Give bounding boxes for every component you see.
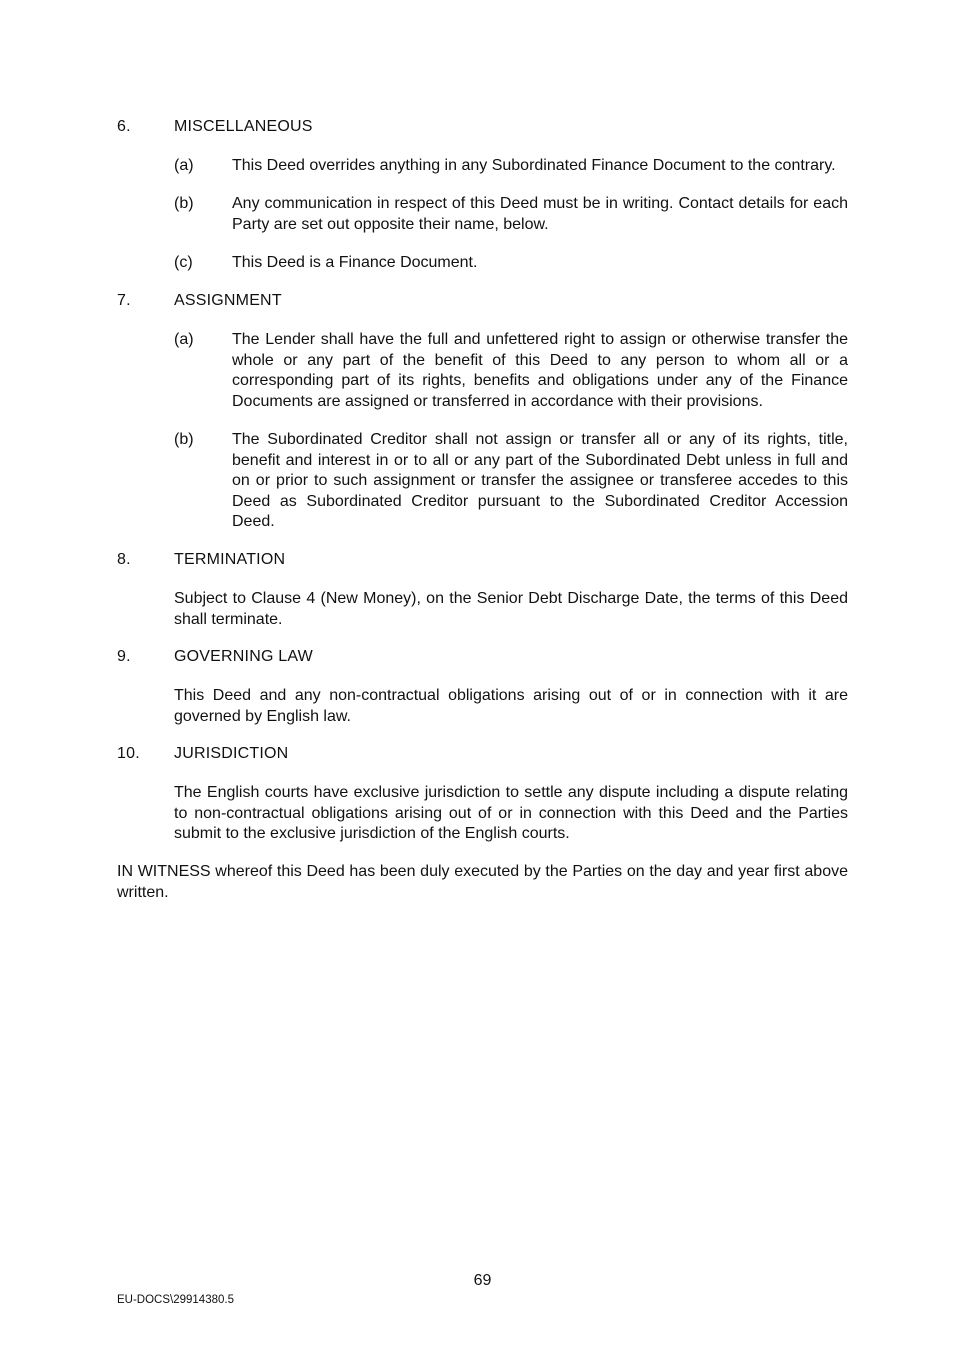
section-number: 8. [117, 551, 131, 568]
clause-marker: (b) [174, 431, 194, 448]
section-heading-10 [117, 743, 857, 765]
clause-marker: (b) [174, 195, 194, 212]
section-9-body: This Deed and any non-contractual obligations arising out of or in connection with it are governed by English law. [174, 687, 848, 725]
section-title: GOVERNING LAW [174, 648, 313, 665]
section-title: ASSIGNMENT [174, 292, 282, 309]
clause-text: This Deed overrides anything in any Subordinated Finance Document to the contrary. [232, 157, 836, 174]
section-heading-6 [117, 116, 857, 138]
clause-marker: (c) [174, 254, 193, 271]
section-number: 7. [117, 292, 131, 309]
section-title: MISCELLANEOUS [174, 118, 313, 135]
section-number: 6. [117, 118, 131, 135]
section-number: 10. [117, 745, 140, 762]
section-number: 9. [117, 648, 131, 665]
section-8-body: Subject to Clause 4 (New Money), on the Senior Debt Discharge Date, the terms of this Deed shall terminate. [174, 590, 848, 628]
page-number: 69 [473, 1272, 492, 1289]
witness-clause: IN WITNESS whereof this Deed has been duly executed by the Parties on the day and year first above written. [117, 863, 848, 901]
section-title: TERMINATION [174, 551, 286, 568]
section-10-body: The English courts have exclusive jurisdiction to settle any dispute including a dispute relating to non-contractual obligations arising out of or in connection with this Deed and the Parties submit to the exclusive jurisdiction of the English courts. [174, 784, 848, 842]
document-reference: EU-DOCS\29914380.5 [117, 1294, 234, 1306]
clause-text: The Lender shall have the full and unfettered right to assign or otherwise transfer the whole or any part of the benefit of this Deed to any person to whom all or a corresponding part of its rights, benefits and obligations under any of the Finance Documents are assigned or transferred in accordance with their provisions. [232, 331, 848, 410]
clause-text: The Subordinated Creditor shall not assign or transfer all or any of its rights, title, benefit and interest in or to all or any part of the Subordinated Debt unless in full and on or prior to such assignment or transfer the assignee or transferee accedes to this Deed as Subordinated Creditor pursuant to the Subordinated Creditor Accession Deed. [232, 431, 848, 530]
section-heading-8 [117, 549, 857, 571]
clause-text: Any communication in respect of this Deed must be in writing. Contact details for each Party are set out opposite their name, below. [232, 195, 848, 233]
clause-marker: (a) [174, 157, 194, 174]
section-heading-9 [117, 646, 857, 668]
clause-marker: (a) [174, 331, 194, 348]
section-heading-7 [117, 290, 857, 312]
section-title: JURISDICTION [174, 745, 289, 762]
clause-text: This Deed is a Finance Document. [232, 254, 478, 271]
